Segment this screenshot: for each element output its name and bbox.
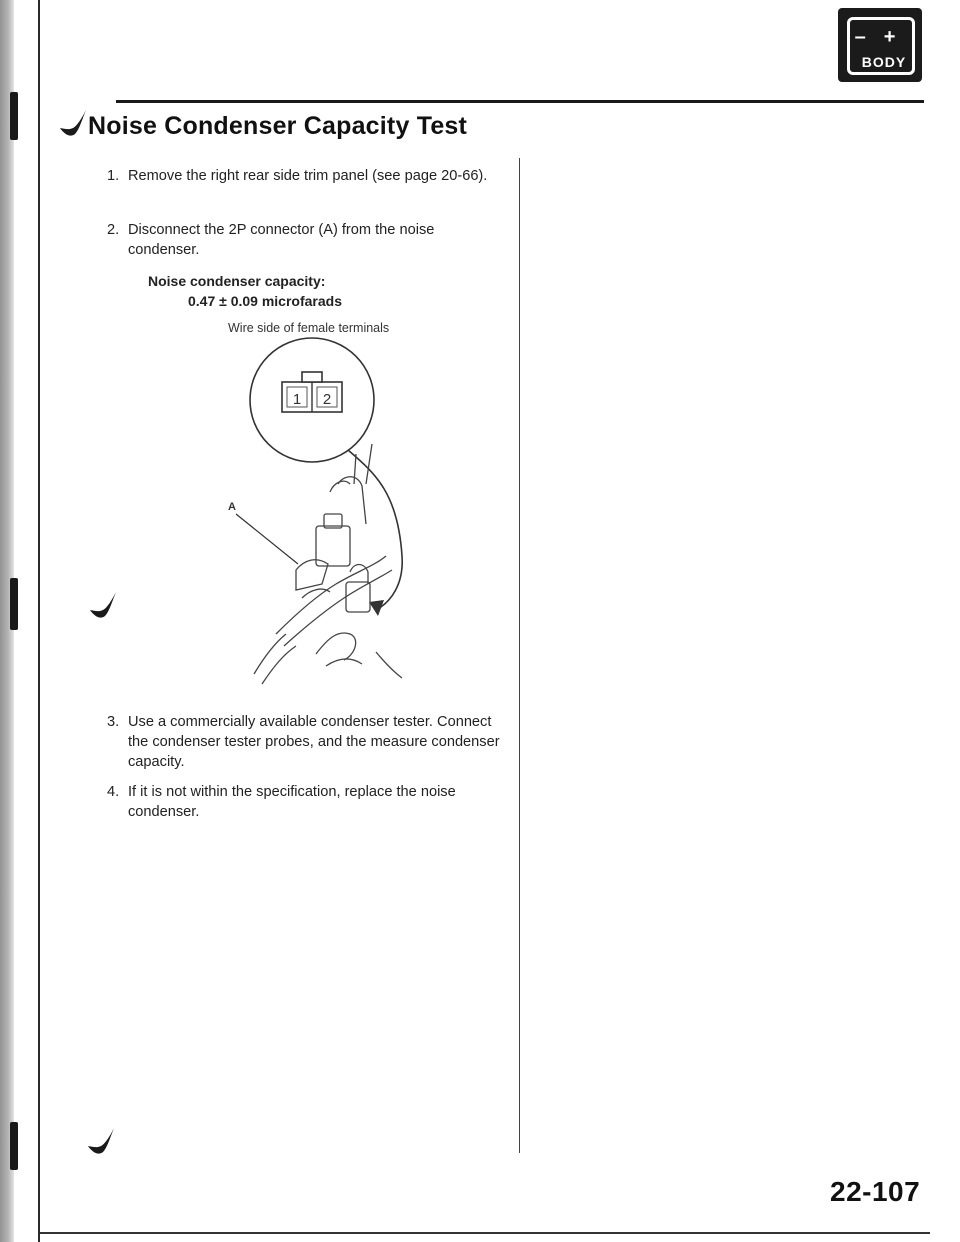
check-mark-icon — [86, 1126, 116, 1156]
step-text: If it is not within the specification, replace the noise condenser. — [128, 784, 456, 820]
step-number: 4. — [107, 784, 120, 800]
step-number: 1. — [107, 168, 120, 184]
step-text: Use a commercially available condenser tester. Connect the condenser tester probes, and the measure condenser capacity. — [128, 714, 500, 770]
step-number: 3. — [107, 714, 120, 730]
step-text: Remove the right rear side trim panel (see page 20-66). — [128, 168, 488, 184]
connector-illustration — [226, 334, 506, 694]
step-item — [107, 712, 500, 772]
body-section-badge — [838, 8, 922, 82]
step-item — [107, 166, 500, 186]
section-title: Noise Condenser Capacity Test — [88, 112, 468, 140]
binding-edge — [38, 0, 40, 1242]
pin-1-label: 1 — [292, 391, 302, 408]
side-tab — [10, 92, 18, 140]
step-text: Disconnect the 2P connector (A) from the noise condenser. — [128, 222, 435, 258]
harness-sketch — [254, 444, 402, 684]
callout-label: A — [228, 501, 236, 513]
spec-value: 0.47 ± 0.09 microfarads — [188, 293, 342, 309]
page-number: 22-107 — [830, 1176, 921, 1207]
figure-caption: Wire side of female terminals — [228, 321, 390, 335]
side-tab — [10, 1122, 18, 1170]
detail-leader — [348, 450, 402, 610]
battery-terminals — [850, 27, 918, 47]
arrow-head-icon — [369, 600, 384, 616]
step-item — [107, 782, 500, 822]
side-tab — [10, 578, 18, 630]
step-item — [107, 220, 500, 260]
footer-rule — [40, 1232, 930, 1234]
check-mark-icon — [88, 590, 118, 620]
plus-sign: + — [883, 26, 914, 48]
spec-label: Noise condenser capacity: — [148, 273, 326, 289]
pin-2-label: 2 — [322, 391, 332, 408]
column-divider — [519, 158, 520, 1153]
step-number: 2. — [107, 222, 120, 238]
header-rule — [116, 100, 924, 103]
minus-sign: – — [854, 26, 884, 48]
badge-label: BODY — [861, 54, 907, 70]
connector-lock-tab — [302, 372, 322, 382]
callout-line — [236, 514, 298, 564]
check-mark-icon — [58, 108, 88, 138]
battery-icon — [847, 17, 915, 75]
